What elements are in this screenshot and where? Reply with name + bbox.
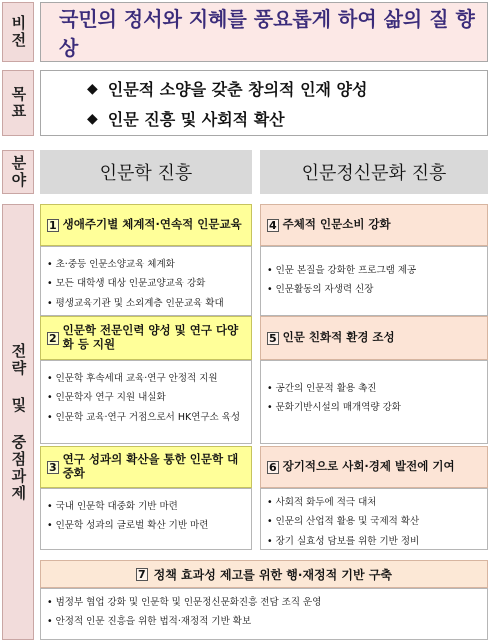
field-label (2, 150, 34, 194)
list-item-text: 인문의 산업적 활용 및 국제적 확산 (275, 516, 420, 528)
task-number: 3 (49, 460, 57, 474)
strategy-heading-text: 주체적 인문소비 강화 (282, 217, 391, 232)
strategy-heading-text: 생애주기별 체계적·연속적 인문교육 (62, 217, 242, 232)
field-label-text: 분야 (9, 155, 28, 189)
list-item: • 장기 실효성 담보를 위한 기반 정비 (267, 535, 420, 547)
strategy-heading-6 (260, 446, 488, 488)
list-item-text: 공간의 인문적 활용 촉진 (275, 383, 377, 394)
list-item-text: 안정적 인문 진흥을 위한 법적·재정적 기반 확보 (55, 616, 252, 628)
vision-label (2, 2, 34, 62)
goal-item (87, 77, 367, 100)
list-item-text: 초·중등 인문소양교육 체계화 (55, 259, 175, 270)
list-item-text: 문화기반시설의 매개역량 강화 (275, 402, 401, 414)
strategy-heading-text: 연구 성과의 확산을 통한 인문학 대중화 (62, 452, 239, 480)
list-item-text: 평생교육기관 및 소외계층 인문교육 확대 (55, 297, 224, 309)
task-number: 6 (269, 460, 277, 474)
strategy-heading-2 (40, 316, 252, 360)
strategy-heading-4 (260, 204, 488, 246)
list-item-text: 장기 실효성 담보를 위한 기반 정비 (275, 535, 420, 547)
list-item-text: 인문학 성과의 글로벌 확산 기반 마련 (55, 520, 209, 532)
vision-label-text: 비전 (9, 15, 28, 49)
vision-text: 국민의 정서와 지혜를 풍요롭게 하여 삶의 질 향상 (59, 7, 475, 60)
strategy-label (2, 204, 34, 640)
list-item: • 인문의 산업적 활용 및 국제적 확산 (267, 516, 420, 528)
list-item: • 평생교육기관 및 소외계층 인문교육 확대 (47, 297, 224, 309)
strategy-heading-text: 인문 친화적 환경 조성 (282, 330, 395, 345)
task-number: 1 (49, 218, 57, 232)
list-item-text: 인문 본질을 강화한 프로그램 제공 (275, 265, 417, 276)
list-item: • 인문학 성과의 글로벌 확산 기반 마련 (47, 520, 209, 532)
field-left-title: 인문학 진흥 (40, 150, 252, 194)
goal-item-text: 인문적 소양을 갖춘 창의적 인재 양성 (107, 80, 368, 99)
list-item-text: 국내 인문학 대중화 기반 마련 (55, 501, 178, 512)
goal-item-text: 인문 진흥 및 사회적 확산 (107, 110, 285, 129)
strategy-heading-3 (40, 446, 252, 488)
strategy-list-7 (40, 588, 488, 640)
strategy-label-text: 전략 및 중점과제 (9, 342, 28, 502)
list-item: • 인문활동의 자생력 신장 (267, 284, 374, 296)
strategy-heading-7 (40, 560, 488, 588)
task-number: 4 (269, 218, 277, 232)
field-right-title: 인문정신문화 진흥 (260, 150, 488, 194)
task-number: 2 (49, 331, 57, 345)
strategy-list-6 (260, 488, 488, 550)
list-item: • 문화기반시설의 매개역량 강화 (267, 402, 401, 414)
list-item: • 국내 인문학 대중화 기반 마련 (47, 501, 178, 512)
list-item-text: 사회적 화두에 적극 대처 (275, 497, 377, 508)
strategy-list-3 (40, 488, 252, 550)
strategy-list-5 (260, 360, 488, 444)
goal-label-text: 목표 (9, 86, 28, 120)
list-item: • 인문학 교육·연구 거점으로서 HK연구소 육성 (47, 411, 241, 423)
list-item-text: 인문학자 연구 지원 내실화 (55, 392, 166, 404)
task-number: 7 (138, 567, 146, 581)
list-item: • 사회적 화두에 적극 대처 (267, 497, 377, 508)
list-item: • 인문학 후속세대 교육·연구 안정적 지원 (47, 373, 218, 384)
list-item-text: 모든 대학생 대상 인문교양교육 강화 (55, 278, 206, 290)
task-number: 5 (269, 331, 277, 345)
list-item: • 범정부 협업 강화 및 인문학 및 인문정신문화진흥 전담 조직 운영 (47, 597, 322, 608)
goal-band (40, 70, 488, 136)
goal-label (2, 70, 34, 136)
diamond-bullet-icon: ◆ (87, 110, 98, 127)
list-item: • 초·중등 인문소양교육 체계화 (47, 259, 175, 270)
diamond-bullet-icon: ◆ (87, 80, 98, 97)
list-item: • 공간의 인문적 활용 촉진 (267, 383, 377, 394)
strategy-heading-1 (40, 204, 252, 246)
strategy-list-4 (260, 246, 488, 316)
list-item-text: 범정부 협업 강화 및 인문학 및 인문정신문화진흥 전담 조직 운영 (55, 597, 322, 608)
list-item: • 모든 대학생 대상 인문교양교육 강화 (47, 278, 206, 290)
strategy-heading-text: 인문학 전문인력 양성 및 연구 다양화 등 지원 (62, 323, 239, 351)
list-item: • 인문학자 연구 지원 내실화 (47, 392, 166, 404)
goal-item (87, 107, 285, 130)
list-item: • 인문 본질을 강화한 프로그램 제공 (267, 265, 417, 276)
strategy-heading-5 (260, 316, 488, 360)
list-item-text: 인문활동의 자생력 신장 (275, 284, 374, 296)
strategy-list-1 (40, 246, 252, 316)
list-item-text: 인문학 후속세대 교육·연구 안정적 지원 (55, 373, 218, 384)
vision-band (40, 2, 488, 62)
strategy-list-2 (40, 360, 252, 444)
list-item-text: 인문학 교육·연구 거점으로서 HK연구소 육성 (55, 411, 241, 423)
list-item: • 안정적 인문 진흥을 위한 법적·재정적 기반 확보 (47, 616, 252, 628)
strategy-heading-text: 정책 효과성 제고를 위한 행·재정적 기반 구축 (153, 567, 392, 582)
strategy-heading-text: 장기적으로 사회·경제 발전에 기여 (282, 459, 455, 474)
